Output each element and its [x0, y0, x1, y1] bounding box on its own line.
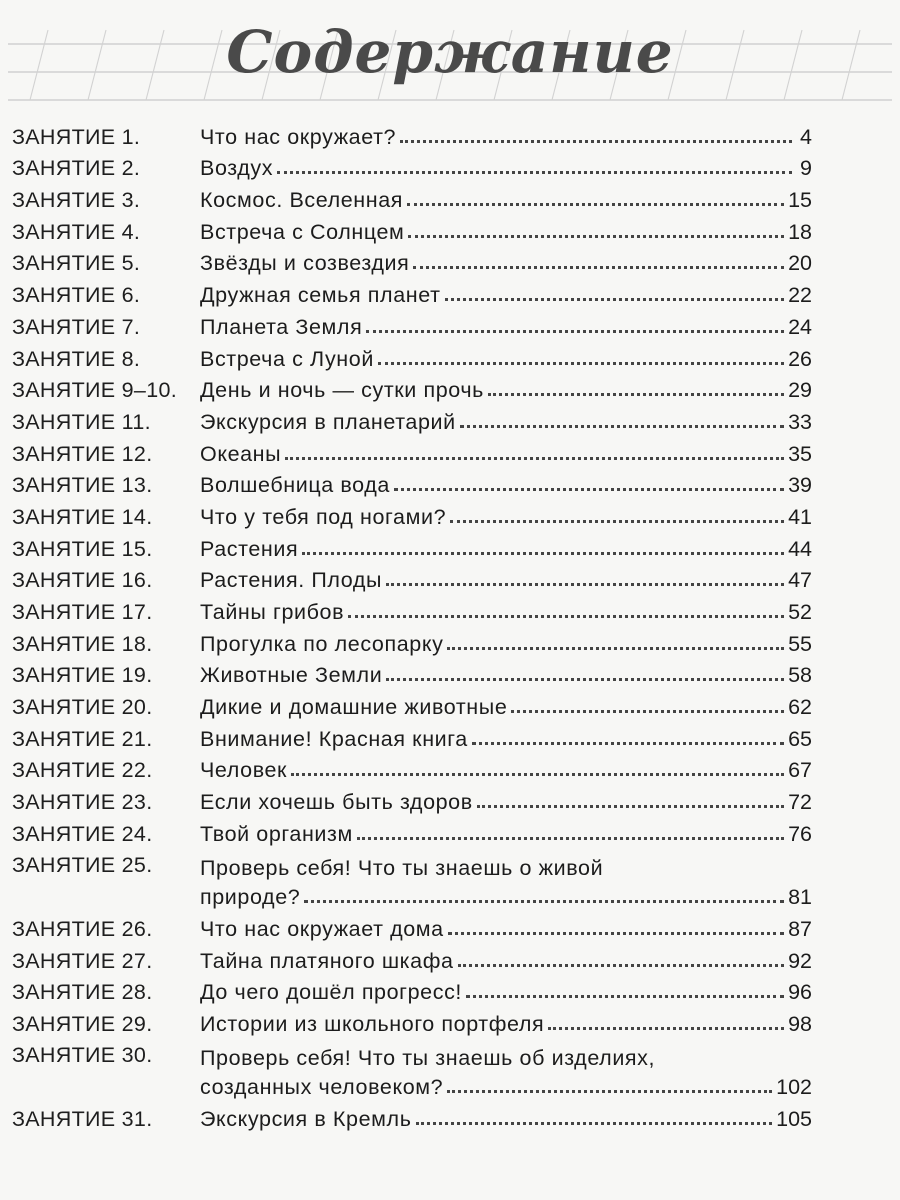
- lesson-number: ЗАНЯТИЕ 3.: [12, 188, 141, 213]
- page-number: 65: [788, 726, 812, 751]
- lesson-number: ЗАНЯТИЕ 17.: [12, 600, 153, 624]
- lesson-number: ЗАНЯТИЕ 28.: [12, 980, 153, 1005]
- toc-entry: [12, 339, 812, 371]
- lesson-title: Космос. Вселенная: [200, 188, 404, 213]
- dot-leader: [302, 552, 784, 555]
- lesson-title: Что нас окружает?: [200, 124, 397, 149]
- dot-leader: [407, 203, 784, 206]
- lesson-title: Растения. Плоды: [200, 568, 383, 593]
- page-number: 33: [788, 409, 812, 434]
- lesson-title: Звёзды и созвездия: [200, 251, 410, 276]
- page-number: 20: [788, 251, 812, 276]
- toc-entry: [12, 941, 812, 973]
- lesson-title: Волшебница вода: [200, 473, 390, 498]
- toc-entry: [12, 656, 812, 688]
- toc-entry: [12, 149, 812, 181]
- page-number: 55: [788, 631, 812, 656]
- lesson-title: Что у тебя под ногами?: [200, 504, 447, 529]
- page-number: 26: [788, 346, 812, 371]
- lesson-number: ЗАНЯТИЕ 5.: [12, 251, 141, 276]
- lesson-number: ЗАНЯТИЕ 2.: [12, 156, 141, 181]
- lesson-title: Воздух: [200, 156, 274, 181]
- toc-entry: [12, 561, 812, 593]
- page-number: 39: [788, 473, 812, 498]
- lesson-number: ЗАНЯТИЕ 20.: [12, 695, 153, 720]
- toc-entry: [12, 497, 812, 529]
- lesson-title: Растения: [200, 536, 299, 561]
- toc-entry: [12, 973, 812, 1005]
- toc-entry: [12, 434, 812, 466]
- toc-entry: [12, 719, 812, 751]
- toc-entry: [12, 275, 812, 307]
- lesson-title: Животные Земли: [200, 663, 383, 688]
- page-number: 81: [788, 885, 812, 910]
- lesson-number: ЗАНЯТИЕ 7.: [12, 314, 141, 339]
- dot-leader: [447, 1090, 772, 1093]
- dot-leader: [378, 362, 784, 365]
- toc-entry: [12, 751, 812, 783]
- dot-leader: [511, 710, 784, 713]
- toc-entry: [12, 117, 812, 149]
- dot-leader: [394, 488, 784, 491]
- page-title: Содержание: [226, 18, 674, 86]
- page-number: 47: [788, 568, 812, 593]
- page-number: 102: [776, 1075, 812, 1100]
- lesson-number: ЗАНЯТИЕ 30.: [12, 1042, 153, 1067]
- page-number: 9: [800, 156, 812, 181]
- lesson-number: ЗАНЯТИЕ 31.: [12, 1107, 153, 1132]
- lesson-title: Океаны: [200, 441, 282, 466]
- page-number: 41: [788, 504, 812, 529]
- lesson-number: ЗАНЯТИЕ 11.: [12, 409, 151, 434]
- lesson-title: Планета Земля: [200, 314, 363, 339]
- page-number: 98: [788, 1011, 812, 1036]
- dot-leader: [472, 742, 784, 745]
- lesson-title: Истории из школьного портфеля: [200, 1011, 545, 1036]
- toc-entry: [12, 687, 812, 719]
- dot-leader: [408, 235, 784, 238]
- page-number: 29: [788, 378, 812, 403]
- lesson-number: ЗАНЯТИЕ 8.: [12, 346, 141, 371]
- lesson-title: Человек: [200, 758, 288, 783]
- lesson-number: ЗАНЯТИЕ 24.: [12, 821, 153, 846]
- page-number: 76: [788, 821, 812, 846]
- dot-leader: [366, 330, 784, 333]
- lesson-number: ЗАНЯТИЕ 12.: [12, 441, 153, 466]
- lesson-number: ЗАНЯТИЕ 16.: [12, 568, 153, 593]
- lesson-title: Встреча с Солнцем: [200, 219, 405, 244]
- lesson-number: ЗАНЯТИЕ 18.: [12, 631, 153, 656]
- page-number: 92: [788, 948, 812, 973]
- lesson-title: Тайна платяного шкафа: [200, 948, 454, 973]
- table-of-contents: [12, 117, 812, 1131]
- dot-leader: [488, 393, 784, 396]
- page-number: 24: [788, 314, 812, 339]
- dot-leader: [466, 995, 784, 998]
- toc-entry: [12, 909, 812, 941]
- lesson-number: ЗАНЯТИЕ 29.: [12, 1011, 153, 1036]
- lesson-title: природе?: [200, 885, 301, 910]
- lesson-title: До чего дошёл прогресс!: [200, 980, 463, 1005]
- dot-leader: [285, 457, 784, 460]
- lesson-title-line1: Проверь себя! Что ты знаешь об изделиях,: [200, 1046, 656, 1071]
- lesson-number: ЗАНЯТИЕ 23.: [12, 790, 153, 815]
- lesson-number: ЗАНЯТИЕ 1.: [12, 124, 141, 149]
- lesson-number: ЗАНЯТИЕ 21.: [12, 726, 153, 751]
- dot-leader: [477, 805, 784, 808]
- lesson-title: созданных человеком?: [200, 1075, 444, 1100]
- lesson-number: ЗАНЯТИЕ 25.: [12, 852, 153, 877]
- lesson-number: ЗАНЯТИЕ 13.: [12, 473, 153, 498]
- lesson-number: ЗАНЯТИЕ 27.: [12, 948, 153, 973]
- toc-entry: [12, 1099, 812, 1131]
- lesson-title: Что нас окружает дома: [200, 916, 444, 941]
- dot-leader: [277, 171, 792, 174]
- dot-leader: [448, 932, 784, 935]
- page-number: 96: [788, 980, 812, 1005]
- page-number: 67: [788, 758, 812, 783]
- dot-leader: [450, 520, 784, 523]
- toc-entry: [12, 307, 812, 339]
- page-number: 52: [788, 600, 812, 624]
- dot-leader: [416, 1122, 773, 1125]
- page-number: 72: [788, 790, 812, 815]
- dot-leader: [386, 583, 784, 586]
- page-number: 58: [788, 663, 812, 688]
- lesson-number: ЗАНЯТИЕ 15.: [12, 536, 153, 561]
- lesson-title: Если хочешь быть здоров: [200, 790, 473, 815]
- lesson-title: Прогулка по лесопарку: [200, 631, 444, 656]
- toc-entry: [12, 212, 812, 244]
- dot-leader: [348, 615, 784, 618]
- lesson-title: Дружная семья планет: [200, 283, 441, 308]
- toc-entry: [12, 814, 812, 846]
- dot-leader: [413, 266, 784, 269]
- lesson-title: Встреча с Луной: [200, 346, 374, 371]
- dot-leader: [357, 837, 784, 840]
- dot-leader: [400, 140, 792, 143]
- toc-entry: [12, 371, 812, 403]
- toc-entry: [12, 846, 812, 909]
- page-number: 15: [788, 188, 812, 213]
- page-number: 35: [788, 441, 812, 466]
- lesson-number: ЗАНЯТИЕ 22.: [12, 758, 153, 783]
- lesson-number: ЗАНЯТИЕ 19.: [12, 663, 153, 688]
- toc-entry: [12, 529, 812, 561]
- toc-entry: [12, 592, 812, 624]
- lesson-title: День и ночь — сутки прочь: [200, 378, 484, 403]
- page-number: 105: [776, 1107, 812, 1132]
- lesson-title: Дикие и домашние животные: [200, 695, 508, 720]
- toc-entry: [12, 244, 812, 276]
- dot-leader: [291, 773, 784, 776]
- toc-entry: [12, 782, 812, 814]
- dot-leader: [458, 964, 785, 967]
- dot-leader: [460, 425, 784, 428]
- page-number: 22: [788, 283, 812, 308]
- lesson-title: Тайны грибов: [200, 600, 345, 624]
- lesson-title: Экскурсия в Кремль: [200, 1107, 412, 1132]
- page-number: 4: [800, 124, 812, 149]
- toc-entry: [12, 180, 812, 212]
- lesson-number: ЗАНЯТИЕ 9–10.: [12, 378, 177, 403]
- page-number: 44: [788, 536, 812, 561]
- toc-entry: [12, 1004, 812, 1036]
- page-number: 18: [788, 219, 812, 244]
- lesson-title: Твой организм: [200, 821, 353, 846]
- lesson-title: Внимание! Красная книга: [200, 726, 468, 751]
- lesson-number: ЗАНЯТИЕ 26.: [12, 916, 153, 941]
- page-number: 87: [788, 916, 812, 941]
- toc-entry: [12, 466, 812, 498]
- lesson-number: ЗАНЯТИЕ 4.: [12, 219, 141, 244]
- lesson-title-line1: Проверь себя! Что ты знаешь о живой: [200, 856, 604, 881]
- dot-leader: [445, 298, 785, 301]
- page-number: 62: [788, 695, 812, 720]
- lesson-number: ЗАНЯТИЕ 14.: [12, 504, 153, 529]
- dot-leader: [548, 1027, 784, 1030]
- toc-entry: [12, 624, 812, 656]
- dot-leader: [447, 647, 784, 650]
- toc-entry: [12, 1036, 812, 1099]
- lesson-number: ЗАНЯТИЕ 6.: [12, 283, 141, 308]
- toc-entry: [12, 402, 812, 434]
- dot-leader: [304, 900, 784, 903]
- dot-leader: [386, 678, 784, 681]
- lesson-title: Экскурсия в планетарий: [200, 409, 456, 434]
